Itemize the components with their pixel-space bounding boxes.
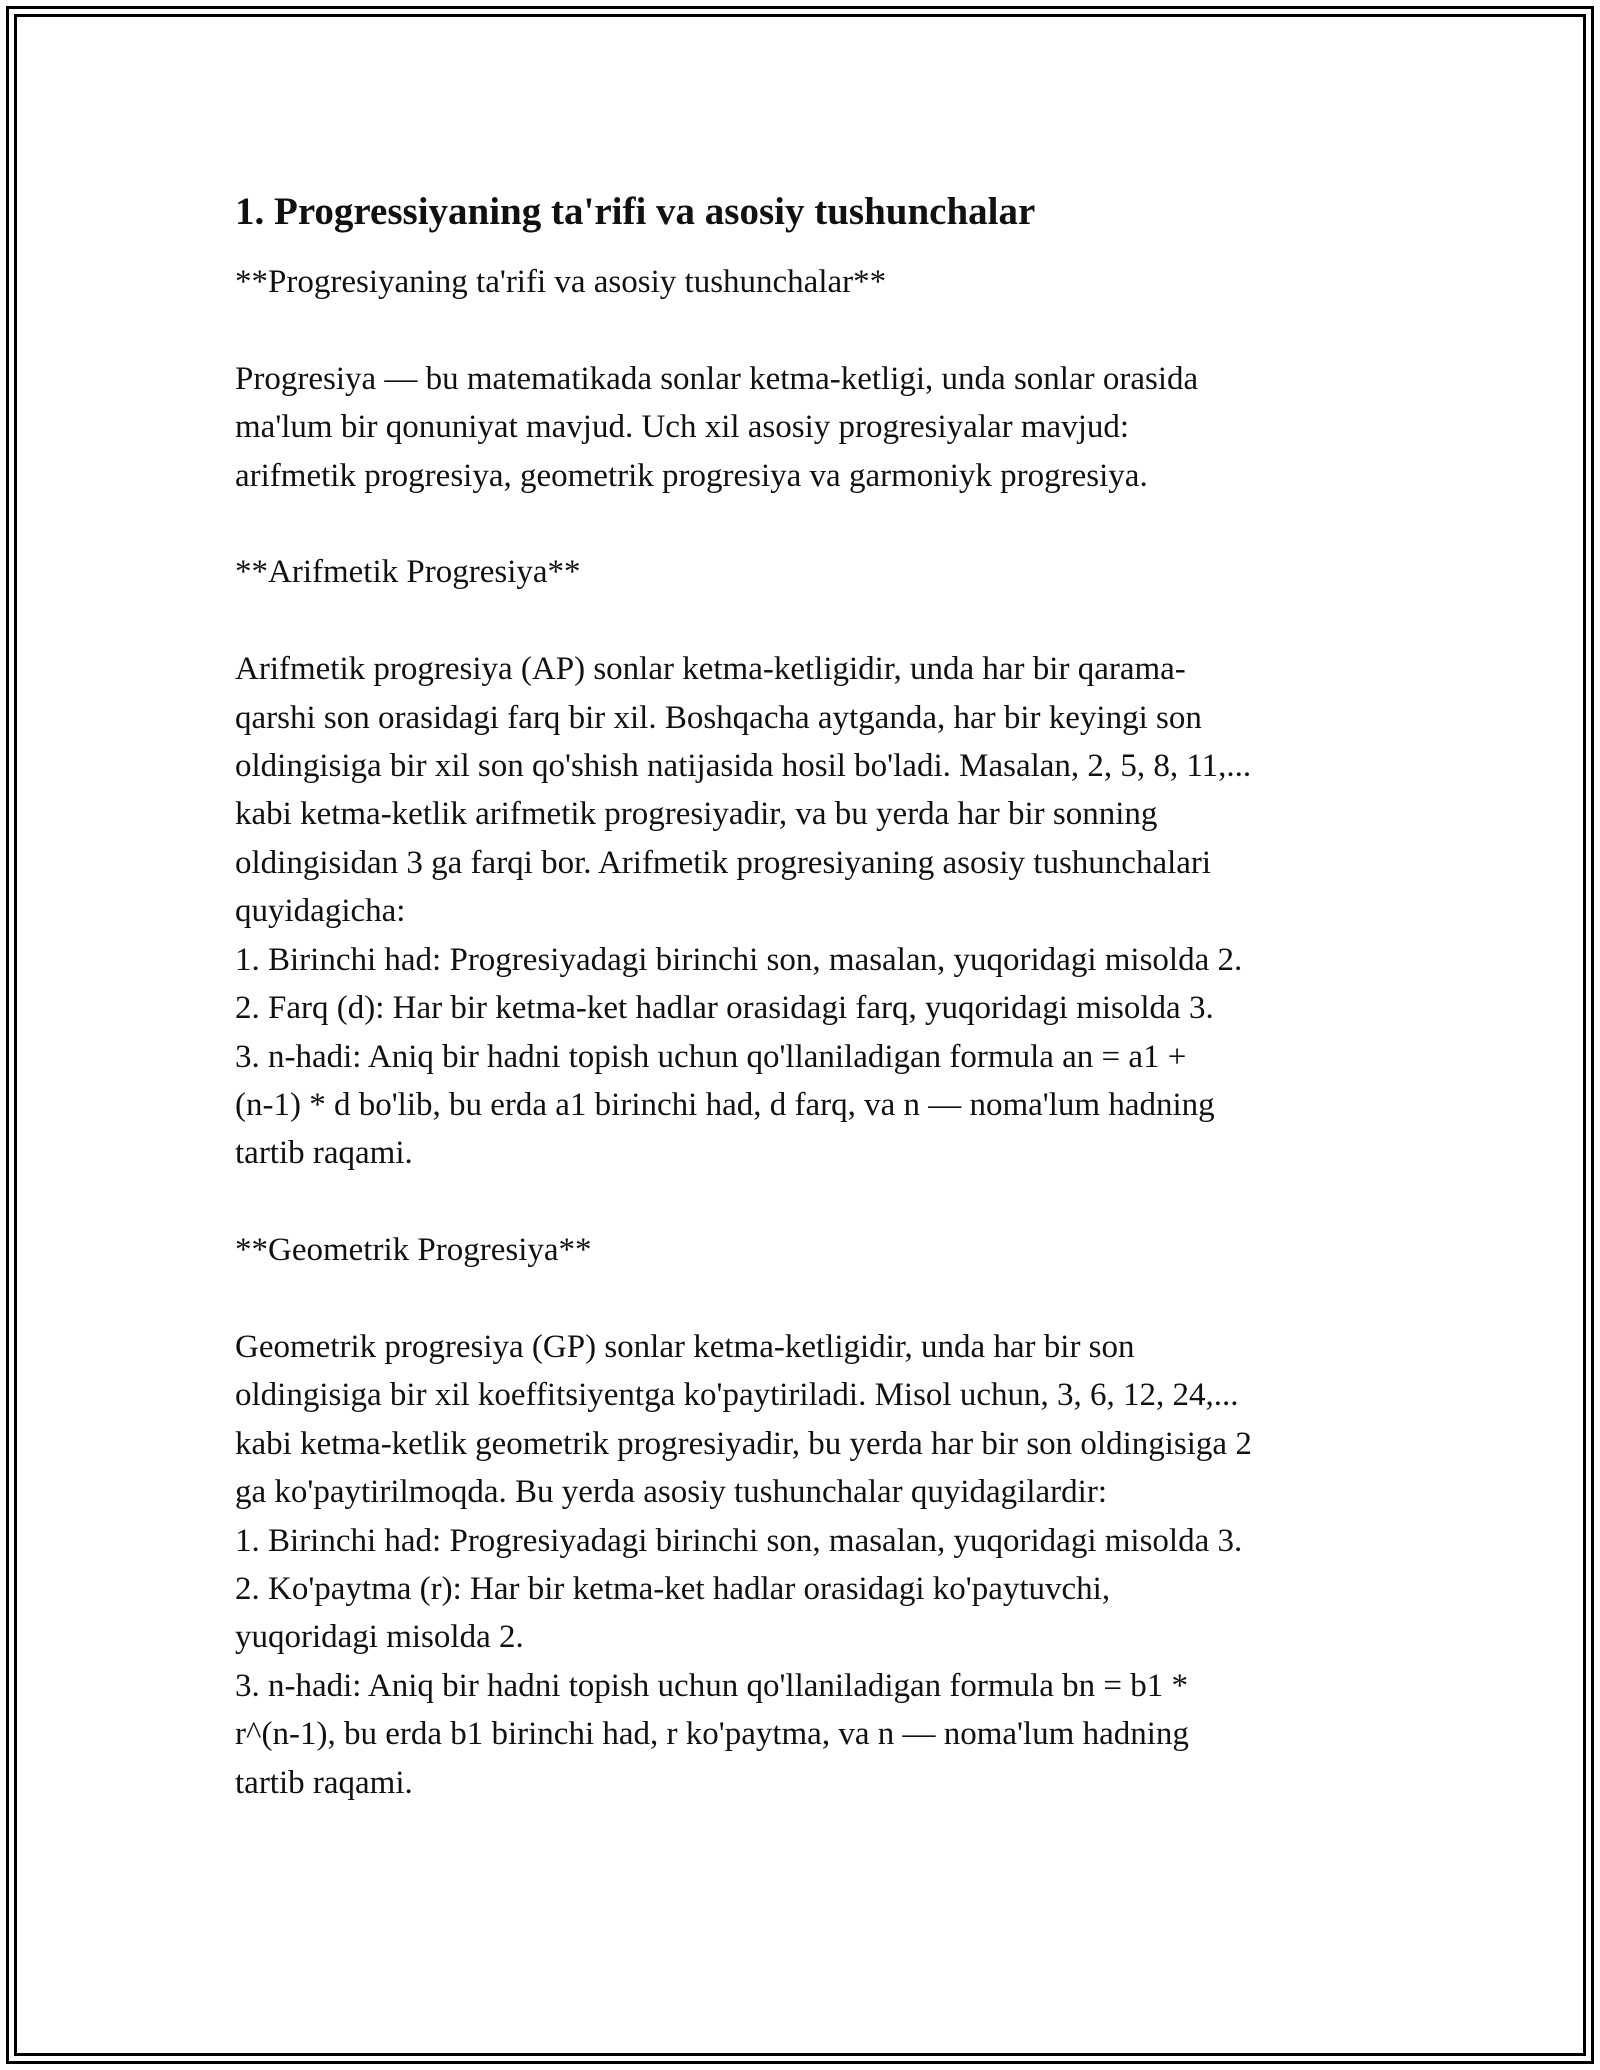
document-body: **Progresiyaning ta'rifi va asosiy tushunchalar** Progresiya — bu matematikada sonlar ketma-ketligi, unda sonlar orasida ma'lum bir qonuniyat mavjud. Uch xil asosiy progresiyalar mavjud: arifmetik progresiya, geometrik progresiya va garmoniyk progresiya. **Arifmetik Progresiya** Arifmetik progresiya (AP) sonlar ketma-ketligidir, unda har bir qarama- qarshi son orasidagi farq bir xil. Boshqacha aytganda, har bir keyingi son oldingisiga bir xil son qo'shish natijasida hosil bo'ladi. Masalan, 2, 5, 8, 11,... kabi ketma-ketlik arifmetik progresiyadir, va bu yerda har bir sonning oldingisidan 3 ga farqi bor. Arifmetik progresiyaning asosiy tushunchalari quyidagicha: 1. Birinchi had: Progresiyadagi birinchi son, masalan, yuqoridagi misolda 2. 2. Farq (d): Har bir ketma-ket hadlar orasidagi farq, yuqoridagi misolda 3. 3. n-hadi: Aniq bir hadni topish uchun qo'llaniladigan formula an = a1 + (n-1) * d bo'lib, bu erda a1 birinchi had, d farq, va n — noma'lum hadning tartib raqami. **Geometrik Progresiya** Geometrik progresiya (GP) sonlar ketma-ketligidir, unda har bir son oldingisiga bir xil koeffitsiyentga ko'paytiriladi. Misol uchun, 3, 6, 12, 24,... kabi ketma-ketlik geometrik progresiyadir, bu yerda har bir son oldingisiga 2 ga ko'paytirilmoqda. Bu yerda asosiy tushunchalar quyidagilardir: 1. Birinchi had: Progresiyadagi birinchi son, masalan, yuqoridagi misolda 3. 2. Ko'paytma (r): Har bir ketma-ket hadlar orasidagi ko'paytuvchi, yuqoridagi misolda 2. 3. n-hadi: Aniq bir hadni topish uchun qo'llaniladigan formula bn = b1 * r^(n-1), bu erda b1 birinchi had, r ko'paytma, va n — noma'lum hadning tartib raqami. (235, 264, 1252, 1801)
page-title: 1. Progressiyaning ta'rifi va asosiy tushunchalar (235, 190, 1036, 233)
document-content (235, 184, 1385, 1807)
